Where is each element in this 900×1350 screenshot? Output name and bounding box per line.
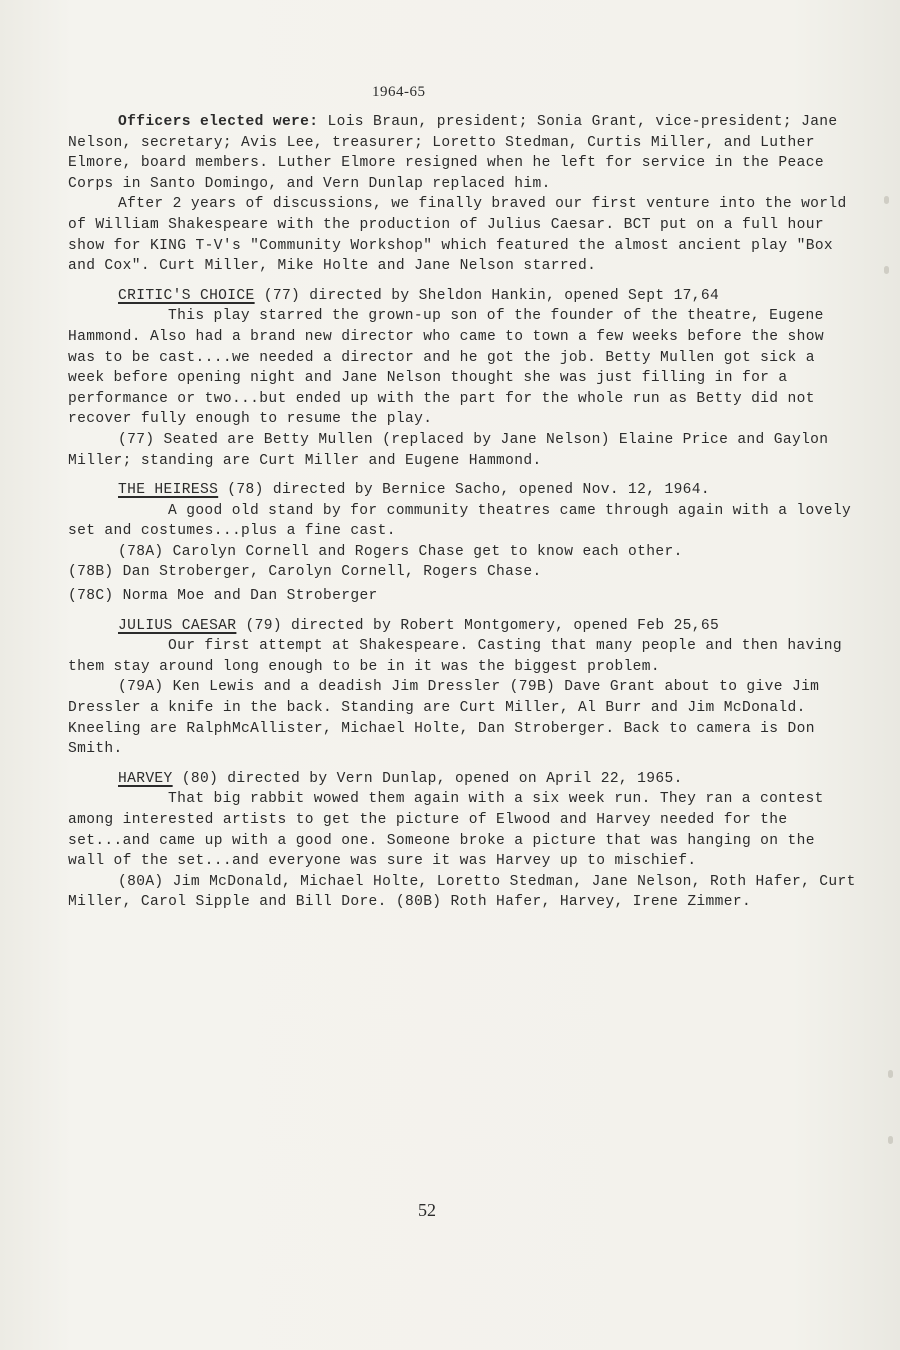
binding-hole-mark	[884, 196, 889, 204]
photo-caption: (78C) Norma Moe and Dan Stroberger	[68, 588, 378, 605]
play-description: That big rabbit wowed them again with a six week run. They ran a contest among interested artists to get the picture of Elwood and Harvey needed for the set...and came up with a good one. Someone broke a picture that was hanging on the wall of the set...and everyone was sure it was Harvey up to mischief.	[68, 791, 824, 870]
play-heading	[118, 616, 858, 637]
intro-paragraph: After 2 years of discussions, we finally braved our first venture into the world of William Shakespeare with the production of Julius Caesar. BCT put on a full hour show for KING T-V's "Community Workshop" which featured the almost ancient play "Box and Cox". Curt Miller, Mike Holte and Jane Nelson starred.	[68, 196, 847, 275]
photo-caption: (80A) Jim McDonald, Michael Holte, Loretto Stedman, Jane Nelson, Roth Hafer, Curt Miller, Carol Sipple and Bill Dore. (80B) Roth Hafer, Harvey, Irene Zimmer.	[68, 873, 856, 911]
binding-hole-mark	[888, 1136, 893, 1144]
play-title: CRITIC'S CHOICE	[118, 287, 255, 304]
officers-lead: Officers elected were:	[118, 114, 319, 130]
play-title: THE HEIRESS	[118, 482, 219, 499]
page-number: 52	[418, 1200, 436, 1220]
play-section	[68, 769, 858, 913]
page-body	[68, 112, 858, 913]
play-description: Our first attempt at Shakespeare. Casting that many people and then having them stay around long enough to be in it was the biggest problem.	[68, 638, 842, 675]
play-section	[68, 480, 858, 607]
play-credits: (77) directed by Sheldon Hankin, opened Sept 17,64	[254, 287, 720, 304]
play-heading	[118, 769, 858, 790]
play-description: This play starred the grown-up son of the founder of the theatre, Eugene Hammond. Also had a brand new director who came to town a few weeks before the show was to be cast....we needed a director and he got the job. Betty Mullen got sick a week before opening night and Jane Nelson thought she was just filling in for a performance or two...but ended up with the part for the whole run as Betty did not recover fully enough to resume the play.	[68, 308, 824, 428]
photo-caption: (78B) Dan Stroberger, Carolyn Cornell, Rogers Chase.	[68, 564, 542, 581]
play-title: JULIUS CAESAR	[118, 617, 237, 634]
play-credits: (79) directed by Robert Montgomery, opened Feb 25,65	[236, 617, 720, 634]
page-year-heading: 1964-65	[372, 84, 426, 100]
play-section	[68, 616, 858, 760]
play-section	[68, 286, 858, 471]
play-credits: (78) directed by Bernice Sacho, opened Nov. 12, 1964.	[218, 482, 711, 499]
officers-text: Lois Braun, president; Sonia Grant, vice-president; Jane Nelson, secretary; Avis Lee, treasurer; Loretto Stedman, Curtis Miller, and Luther Elmore, board members. Luther Elmore resigned when he left for service in the Peace Corps in Santo Domingo, and Vern Dunlap replaced him.	[68, 114, 838, 192]
officers-paragraph	[68, 112, 858, 194]
play-credits: (80) directed by Vern Dunlap, opened on April 22, 1965.	[172, 770, 683, 787]
play-description: A good old stand by for community theatres came through again with a lovely set and costumes...plus a fine cast.	[68, 502, 852, 540]
photo-caption: (79A) Ken Lewis and a deadish Jim Dressler (79B) Dave Grant about to give Jim Dressler a knife in the back. Standing are Curt Miller, Al Burr and Jim McDonald. Kneeling are RalphMcAllister, Michael Holte, Dan Stroberger. Back to camera is Don Smith.	[68, 679, 820, 758]
binding-hole-mark	[884, 266, 889, 274]
play-heading	[118, 480, 858, 501]
play-heading	[118, 286, 858, 307]
binding-hole-mark	[888, 1070, 893, 1078]
photo-caption: (78A) Carolyn Cornell and Rogers Chase get to know each other.	[118, 543, 683, 560]
play-title: HARVEY	[118, 770, 173, 787]
photo-caption: (77) Seated are Betty Mullen (replaced by Jane Nelson) Elaine Price and Gaylon Miller; standing are Curt Miller and Eugene Hammond.	[68, 431, 829, 469]
